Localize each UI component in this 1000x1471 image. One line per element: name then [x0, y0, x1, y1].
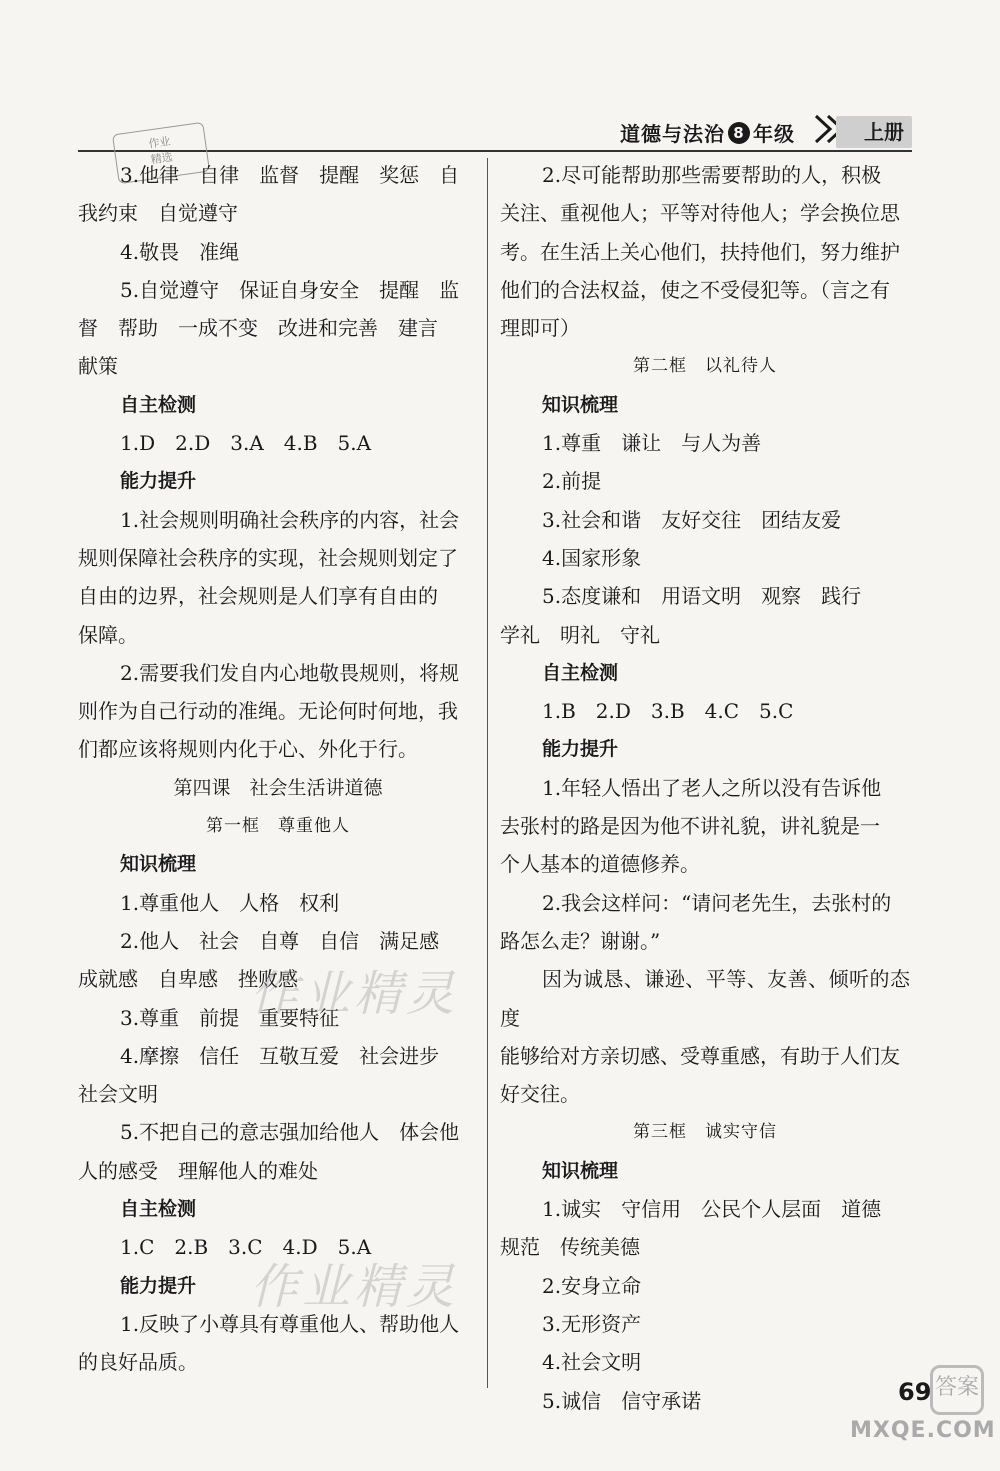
text-line: 成就感 自卑感 挫败感: [78, 967, 298, 992]
text-line: 1.D 2.D 3.A 4.B 5.A: [120, 431, 372, 456]
text-line: 关注、重视他人；平等对待他人；学会换位思: [500, 201, 900, 226]
text-line: 5.诚信 信守承诺: [542, 1388, 702, 1413]
left-column: [78, 156, 478, 1382]
text-line: 好交往。: [500, 1082, 580, 1107]
text-line: 去张村的路是因为他不讲礼貌，讲礼貌是一: [500, 814, 880, 839]
header-title: [620, 118, 795, 147]
text-line: 1.尊重他人 人格 权利: [120, 890, 340, 915]
text-line: 5.自觉遵守 保证自身安全 提醒 监: [120, 277, 460, 302]
subject-name: 道德与法治: [620, 122, 725, 146]
right-column: [500, 156, 910, 1420]
text-line: 则作为自己行动的准绳。无论何时何地，我: [78, 699, 458, 724]
text-line: 献策: [78, 354, 118, 379]
answer-logo: 答案: [930, 1365, 984, 1415]
lesson-title: 第四课 社会生活讲道德: [173, 776, 383, 799]
text-line: 5.不把自己的意志强加给他人 体会他: [120, 1120, 460, 1145]
text-line: 5.态度谦和 用语文明 观察 践行: [542, 584, 862, 609]
volume-tab: 上册: [836, 116, 912, 148]
watermark: 作业精灵: [250, 1259, 459, 1315]
text-line: 我约束 自觉遵守: [78, 201, 238, 226]
section-heading: 能力提升: [120, 470, 197, 493]
text-line: 2.需要我们发自内心地敬畏规则，将规: [120, 660, 460, 685]
section-heading: 自主检测: [542, 661, 619, 684]
stamp-text: 作业 精选: [147, 134, 174, 167]
section-heading: 能力提升: [120, 1274, 197, 1297]
text-line: 因为诚恳、谦逊、平等、友善、倾听的态度: [500, 967, 910, 1030]
text-line: 路怎么走？谢谢。”: [500, 928, 661, 953]
text-line: 1.反映了小尊具有尊重他人、帮助他人: [120, 1311, 460, 1336]
watermark: 作业精灵: [250, 966, 459, 1022]
frame-title: 第二框 以礼待人: [633, 356, 777, 377]
text-line: 2.他人 社会 自尊 自信 满足感: [120, 928, 440, 953]
text-line: 4.国家形象: [542, 545, 642, 570]
text-line: 3.社会和谐 友好交往 团结友爱: [542, 507, 842, 532]
text-line: 理即可）: [500, 316, 580, 341]
text-line: 3.尊重 前提 重要特征: [120, 1005, 340, 1030]
text-line: 学礼 明礼 守礼: [500, 622, 660, 647]
text-line: 个人基本的道德修养。: [500, 852, 700, 877]
text-line: 1.尊重 谦让 与人为善: [542, 431, 762, 456]
text-line: 规范 传统美德: [500, 1235, 640, 1260]
section-heading: 能力提升: [542, 738, 619, 761]
grade-number-badge: 8: [728, 122, 750, 144]
text-line: 们都应该将规则内化于心、外化于行。: [78, 737, 418, 762]
text-line: 2.前提: [542, 469, 602, 494]
text-line: 2.我会这样问：“请问老先生，去张村的: [542, 890, 892, 915]
text-line: 1.社会规则明确社会秩序的内容，社会: [120, 507, 460, 532]
grade-suffix: 年级: [753, 122, 795, 146]
text-line: 的良好品质。: [78, 1350, 198, 1375]
column-divider: [487, 158, 488, 1388]
frame-title: 第一框 尊重他人: [206, 816, 350, 837]
text-line: 1.诚实 守信用 公民个人层面 道德: [542, 1197, 882, 1222]
text-line: 1.C 2.B 3.C 4.D 5.A: [120, 1235, 372, 1260]
section-heading: 知识梳理: [542, 1159, 619, 1182]
section-heading: 自主检测: [120, 1198, 197, 1221]
page-number: 69: [898, 1378, 932, 1406]
text-line: 4.敬畏 准绳: [120, 239, 240, 264]
frame-title: 第三框 诚实守信: [633, 1122, 777, 1143]
text-line: 2.安身立命: [542, 1273, 642, 1298]
section-heading: 知识梳理: [120, 853, 197, 876]
text-line: 2.尽可能帮助那些需要帮助的人，积极: [542, 163, 882, 187]
text-line: 1.年轻人悟出了老人之所以没有告诉他: [542, 775, 882, 800]
text-line: 4.摩擦 信任 互敬互爱 社会进步: [120, 1043, 440, 1068]
text-line: 能够给对方亲切感、受尊重感，有助于人们友: [500, 1043, 900, 1068]
section-heading: 自主检测: [120, 393, 197, 416]
site-watermark: MXQE.COM: [850, 1418, 996, 1443]
text-line: 3.他律 自律 监督 提醒 奖惩 自: [120, 163, 460, 187]
text-line: 人的感受 理解他人的难处: [78, 1158, 318, 1183]
text-line: 4.社会文明: [542, 1350, 642, 1375]
text-line: 3.无形资产: [542, 1311, 642, 1336]
text-line: 规则保障社会秩序的实现，社会规则划定了: [78, 545, 458, 570]
section-heading: 知识梳理: [542, 393, 619, 416]
text-line: 保障。: [78, 622, 138, 647]
text-line: 考。在生活上关心他们，扶持他们，努力维护: [500, 239, 900, 264]
text-line: 自由的边界，社会规则是人们享有自由的: [78, 584, 438, 609]
text-line: 1.B 2.D 3.B 4.C 5.C: [542, 699, 794, 724]
text-line: 他们的合法权益，使之不受侵犯等。（言之有: [500, 277, 890, 302]
text-line: 督 帮助 一成不变 改进和完善 建言: [78, 316, 438, 341]
text-line: 社会文明: [78, 1082, 158, 1107]
